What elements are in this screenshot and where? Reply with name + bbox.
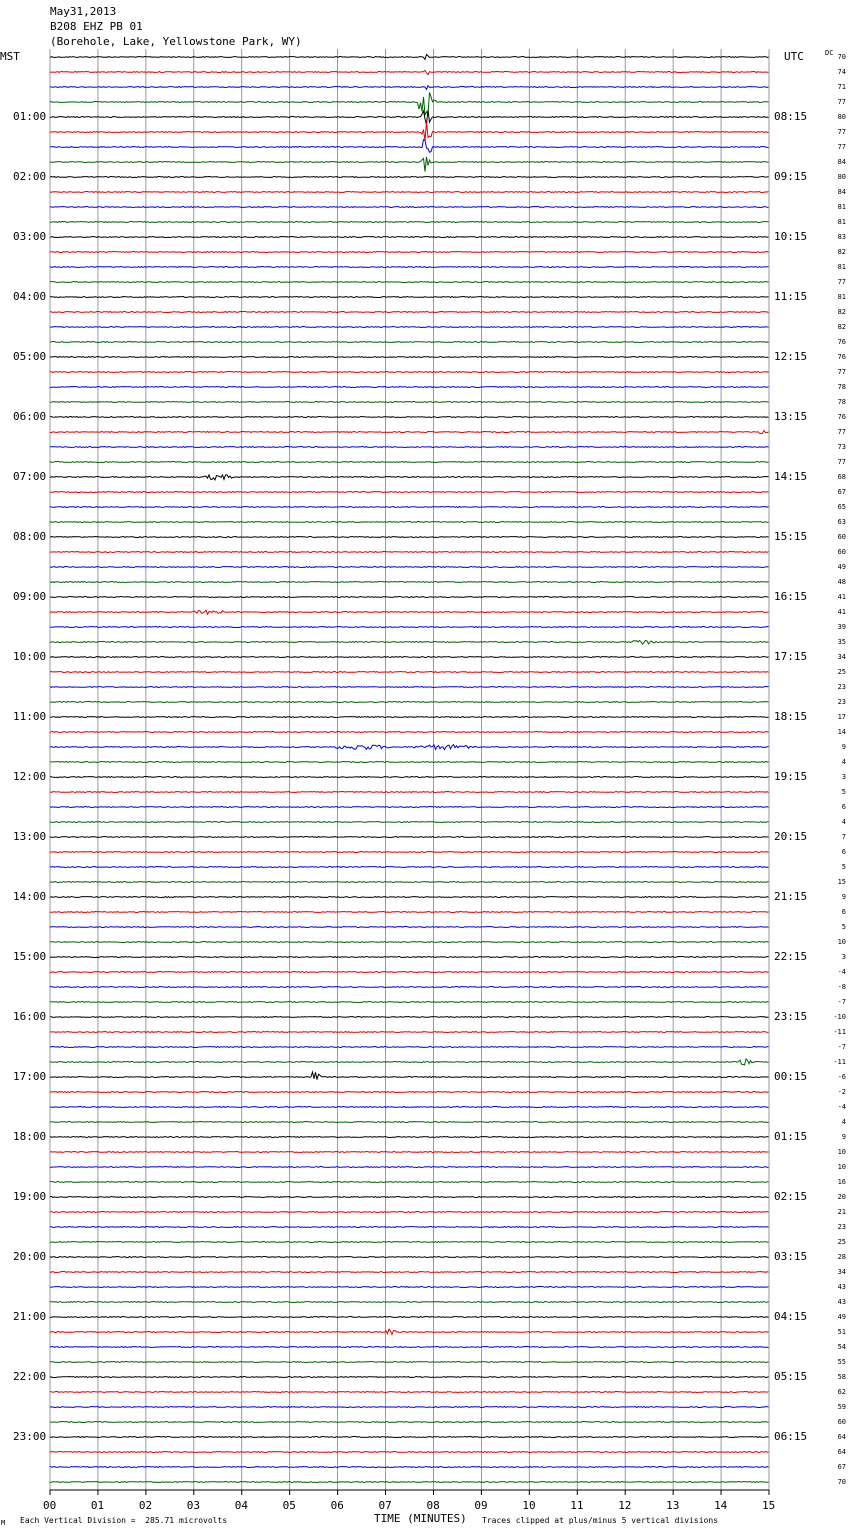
trace-line — [50, 567, 769, 568]
trace-line — [50, 297, 769, 298]
dc-offset-value: 81 — [837, 218, 846, 226]
x-tick-label: 05 — [282, 1499, 296, 1512]
left-hour-label: 22:00 — [13, 1370, 47, 1383]
dc-offset-value: 60 — [837, 1418, 846, 1426]
dc-offset-value: 14 — [837, 728, 846, 736]
left-hour-label: 07:00 — [13, 470, 47, 483]
left-hour-label: 09:00 — [13, 590, 47, 603]
right-hour-label: 04:15 — [774, 1310, 808, 1323]
dc-offset-value: 77 — [837, 143, 846, 151]
dc-offset-value: 62 — [837, 1388, 846, 1396]
trace-line — [50, 402, 769, 403]
dc-offset-value: 55 — [837, 1358, 846, 1366]
dc-offset-value: 59 — [837, 1403, 846, 1411]
right-hour-label: 06:15 — [774, 1430, 808, 1443]
trace-line — [50, 237, 769, 238]
x-tick-label: 11 — [570, 1499, 584, 1512]
dc-offset-value: 5 — [841, 923, 846, 931]
trace-line — [50, 475, 769, 480]
dc-offset-value: 81 — [837, 263, 846, 271]
left-hour-label: 03:00 — [13, 230, 47, 243]
trace-line — [50, 222, 769, 223]
dc-offset-value: 3 — [841, 953, 846, 961]
dc-offset-value: 81 — [837, 293, 846, 301]
trace-line — [50, 1152, 769, 1153]
left-timezone: MST — [0, 50, 20, 63]
trace-line — [50, 942, 769, 943]
dc-offset-value: 80 — [837, 173, 846, 181]
station-location: (Borehole, Lake, Yellowstone Park, WY) — [50, 35, 302, 48]
trace-line — [50, 807, 769, 808]
trace-line — [50, 1452, 769, 1453]
left-hour-label: 23:00 — [13, 1430, 47, 1443]
dc-offset-value: 60 — [837, 533, 846, 541]
x-axis-ticks — [50, 1490, 769, 1495]
right-hour-label: 18:15 — [774, 710, 808, 723]
trace-line — [50, 387, 769, 388]
station-code: B208 EHZ PB 01 — [50, 20, 143, 33]
dc-offset-value: 73 — [837, 443, 846, 451]
left-hour-label: 11:00 — [13, 710, 47, 723]
left-hour-label: 15:00 — [13, 950, 47, 963]
corner-mark: M — [1, 1519, 6, 1527]
trace-line — [50, 537, 769, 538]
right-hour-label: 22:15 — [774, 950, 808, 963]
dc-offset-value: 77 — [837, 128, 846, 136]
trace-line — [50, 1362, 769, 1363]
dc-offset-value: 6 — [841, 848, 846, 856]
dc-offset-value: 17 — [837, 713, 846, 721]
trace-line — [50, 92, 769, 115]
dc-offset-value: 9 — [841, 743, 846, 751]
dc-offset-value: 84 — [837, 158, 846, 166]
dc-offset-value: 80 — [837, 113, 846, 121]
right-hour-label: 08:15 — [774, 110, 808, 123]
trace-line — [50, 507, 769, 508]
trace-line — [50, 972, 769, 973]
trace-line — [50, 86, 769, 90]
dc-offset-value: 34 — [837, 1268, 846, 1276]
trace-line — [50, 1422, 769, 1423]
dc-offset-value: 64 — [837, 1448, 846, 1456]
dc-offset-value: 48 — [837, 578, 846, 586]
trace-line — [50, 1197, 769, 1198]
dc-offset-value: 23 — [837, 683, 846, 691]
dc-offset-value: 10 — [837, 1163, 846, 1171]
trace-line — [50, 1437, 769, 1438]
right-timezone: UTC — [784, 50, 804, 63]
x-tick-label: 02 — [138, 1499, 153, 1512]
trace-line — [50, 1072, 769, 1080]
dc-offset-value: 63 — [837, 518, 846, 526]
dc-offset-value: 83 — [837, 233, 846, 241]
trace-line — [50, 1032, 769, 1033]
dc-offset-value: 35 — [837, 638, 846, 646]
dc-offset-value: 3 — [841, 773, 846, 781]
right-hour-label: 16:15 — [774, 590, 808, 603]
dc-offset-value: -8 — [837, 983, 846, 991]
trace-line — [50, 1059, 769, 1065]
trace-line — [50, 1212, 769, 1213]
trace-line — [50, 207, 769, 208]
dc-offset-value: 65 — [837, 503, 846, 511]
dc-offset-value: -11 — [833, 1058, 846, 1066]
dc-offset-value: 20 — [837, 1193, 846, 1201]
trace-line — [50, 1482, 769, 1483]
x-tick-label: 01 — [90, 1499, 105, 1512]
trace-line — [50, 1182, 769, 1183]
right-hour-label: 11:15 — [774, 290, 808, 303]
trace-line — [50, 327, 769, 328]
dc-offset-value: 77 — [837, 278, 846, 286]
left-hour-label: 04:00 — [13, 290, 47, 303]
trace-line — [50, 837, 769, 838]
dc-offset-value: 9 — [841, 1133, 846, 1141]
trace-line — [50, 687, 769, 688]
x-tick-label: 14 — [714, 1499, 728, 1512]
x-tick-label: 15 — [762, 1499, 776, 1512]
x-tick-label: 09 — [474, 1499, 488, 1512]
dc-offset-value: 25 — [837, 668, 846, 676]
dc-offset-value: 23 — [837, 698, 846, 706]
plot-date: May31,2013 — [50, 5, 117, 18]
trace-line — [50, 1167, 769, 1168]
dc-offset-value: -4 — [837, 968, 846, 976]
trace-line — [50, 1272, 769, 1273]
dc-offset-value: 67 — [837, 1463, 846, 1471]
right-hour-label: 10:15 — [774, 230, 808, 243]
trace-line — [50, 717, 769, 718]
dc-offset-value: 49 — [837, 1313, 846, 1321]
right-hour-label: 20:15 — [774, 830, 808, 843]
x-tick-label: 12 — [618, 1499, 632, 1512]
dc-offset-value: -10 — [833, 1013, 846, 1021]
dc-offset-value: 21 — [837, 1208, 846, 1216]
trace-line — [50, 867, 769, 868]
dc-offset-value: 4 — [841, 758, 846, 766]
trace-line — [50, 110, 769, 125]
dc-offset-value: 77 — [837, 368, 846, 376]
trace-line — [50, 431, 769, 434]
minute-grid — [50, 49, 769, 1490]
dc-offset-value: 82 — [837, 308, 846, 316]
x-tick-label: 13 — [666, 1499, 680, 1512]
trace-line — [50, 1347, 769, 1348]
dc-offset-value: -11 — [833, 1028, 846, 1036]
dc-offset-value: -7 — [837, 1043, 846, 1051]
dc-offset-value: 70 — [837, 53, 846, 61]
trace-line — [50, 1302, 769, 1303]
left-hour-label: 14:00 — [13, 890, 47, 903]
trace-line — [50, 1467, 769, 1468]
right-hour-label: 23:15 — [774, 1010, 808, 1023]
trace-line — [50, 372, 769, 373]
dc-offset-value: 34 — [837, 653, 846, 661]
trace-line — [50, 357, 769, 358]
dc-offset-value: 49 — [837, 563, 846, 571]
trace-line — [50, 70, 769, 74]
dc-offset-value: -4 — [837, 1103, 846, 1111]
right-hour-label: 19:15 — [774, 770, 808, 783]
dc-offset-value: 54 — [837, 1343, 846, 1351]
trace-line — [50, 462, 769, 463]
dc-offset-value: -2 — [837, 1088, 846, 1096]
dc-offset-value: 58 — [837, 1373, 846, 1381]
x-tick-label: 06 — [330, 1499, 344, 1512]
trace-line — [50, 1407, 769, 1408]
trace-line — [50, 610, 769, 614]
dc-offset-value: 43 — [837, 1283, 846, 1291]
dc-offset-value: 81 — [837, 203, 846, 211]
trace-line — [50, 762, 769, 763]
right-hour-label: 14:15 — [774, 470, 808, 483]
trace-line — [50, 987, 769, 988]
left-hour-label: 17:00 — [13, 1070, 47, 1083]
dc-offset-value: 39 — [837, 623, 846, 631]
trace-line — [50, 822, 769, 823]
dc-offset-value: 4 — [841, 818, 846, 826]
dc-offset-value: 5 — [841, 863, 846, 871]
dc-offset-value: 76 — [837, 338, 846, 346]
dc-offset-value: 5 — [841, 788, 846, 796]
trace-line — [50, 417, 769, 418]
trace-line — [50, 492, 769, 493]
trace-line — [50, 1317, 769, 1318]
left-hour-label: 13:00 — [13, 830, 47, 843]
trace-line — [50, 745, 769, 750]
dc-offset-value: 23 — [837, 1223, 846, 1231]
right-hour-label: 15:15 — [774, 530, 808, 543]
right-hour-label: 02:15 — [774, 1190, 808, 1203]
dc-offset-value: 28 — [837, 1253, 846, 1261]
trace-line — [50, 552, 769, 553]
dc-offset-value: 67 — [837, 488, 846, 496]
dc-offset-value: 4 — [841, 1118, 846, 1126]
x-tick-label: 00 — [43, 1499, 57, 1512]
trace-line — [50, 792, 769, 793]
trace-line — [50, 282, 769, 283]
left-hour-label: 21:00 — [13, 1310, 47, 1323]
dc-offset-value: 43 — [837, 1298, 846, 1306]
trace-line — [50, 1329, 769, 1334]
dc-offset-value: 10 — [837, 1148, 846, 1156]
trace-line — [50, 1047, 769, 1048]
right-hour-label: 03:15 — [774, 1250, 808, 1263]
trace-line — [50, 897, 769, 898]
dc-offset-value: 76 — [837, 353, 846, 361]
dc-offset-value: 10 — [837, 938, 846, 946]
trace-line — [50, 852, 769, 853]
trace-line — [50, 641, 769, 645]
trace-line — [50, 1137, 769, 1138]
left-hour-label: 16:00 — [13, 1010, 47, 1023]
trace-line — [50, 957, 769, 958]
dc-offset-value: -7 — [837, 998, 846, 1006]
clip-note: Traces clipped at plus/minus 5 vertical divisions — [482, 1516, 719, 1525]
left-hour-label: 20:00 — [13, 1250, 47, 1263]
trace-line — [50, 927, 769, 928]
x-axis-title: TIME (MINUTES) — [374, 1512, 467, 1525]
left-hour-label: 05:00 — [13, 350, 47, 363]
trace-line — [50, 1092, 769, 1093]
dc-offset-value: 78 — [837, 398, 846, 406]
trace-line — [50, 522, 769, 523]
trace-line — [50, 597, 769, 598]
trace-line — [50, 1122, 769, 1123]
x-tick-label: 04 — [234, 1499, 248, 1512]
right-hour-label: 17:15 — [774, 650, 808, 663]
right-hour-label: 00:15 — [774, 1070, 808, 1083]
dc-offset-value: 51 — [837, 1328, 846, 1336]
trace-line — [50, 1017, 769, 1018]
dc-offset-value: 78 — [837, 383, 846, 391]
right-hour-label: 01:15 — [774, 1130, 808, 1143]
right-hour-label: 21:15 — [774, 890, 808, 903]
trace-line — [50, 657, 769, 658]
trace-line — [50, 1242, 769, 1243]
trace-line — [50, 54, 769, 59]
trace-line — [50, 1227, 769, 1228]
dc-offset-value: 16 — [837, 1178, 846, 1186]
dc-offset-value: 64 — [837, 1433, 846, 1441]
dc-offset-value: 74 — [837, 68, 846, 76]
dc-offset-value: 41 — [837, 608, 846, 616]
left-hour-label: 19:00 — [13, 1190, 47, 1203]
trace-line — [50, 312, 769, 313]
trace-line — [50, 342, 769, 343]
left-hour-label: 08:00 — [13, 530, 47, 543]
dc-offset-value: 25 — [837, 1238, 846, 1246]
dc-offset-value: 84 — [837, 188, 846, 196]
right-hour-label: 12:15 — [774, 350, 808, 363]
trace-line — [50, 122, 769, 141]
trace-line — [50, 252, 769, 253]
x-tick-label: 10 — [522, 1499, 536, 1512]
dc-offset-value: 70 — [837, 1478, 846, 1486]
dc-offset-value: 77 — [837, 458, 846, 466]
x-tick-label: 07 — [378, 1499, 392, 1512]
trace-line — [50, 1287, 769, 1288]
right-hour-label: 09:15 — [774, 170, 808, 183]
trace-line — [50, 912, 769, 913]
trace-line — [50, 1002, 769, 1003]
right-hour-label: 13:15 — [774, 410, 808, 423]
trace-line — [50, 1107, 769, 1108]
left-hour-label: 10:00 — [13, 650, 47, 663]
dc-offset-value: 41 — [837, 593, 846, 601]
left-hour-label: 01:00 — [13, 110, 47, 123]
trace-line — [50, 882, 769, 883]
trace-line — [50, 582, 769, 583]
dc-offset-value: 6 — [841, 908, 846, 916]
trace-line — [50, 1392, 769, 1393]
left-hour-label: 02:00 — [13, 170, 47, 183]
dc-offset-header: DC — [825, 49, 834, 57]
dc-offset-value: 6 — [841, 803, 846, 811]
dc-offset-value: 82 — [837, 323, 846, 331]
trace-line — [50, 627, 769, 628]
trace-line — [50, 140, 769, 153]
dc-offset-value: 7 — [841, 833, 846, 841]
trace-line — [50, 1257, 769, 1258]
dc-offset-value: 60 — [837, 548, 846, 556]
dc-offset-value: 15 — [837, 878, 846, 886]
trace-line — [50, 157, 769, 172]
trace-line — [50, 447, 769, 448]
trace-line — [50, 192, 769, 193]
dc-offset-value: 82 — [837, 248, 846, 256]
left-hour-label: 06:00 — [13, 410, 47, 423]
dc-offset-value: 68 — [837, 473, 846, 481]
dc-offset-value: 76 — [837, 413, 846, 421]
trace-line — [50, 1377, 769, 1378]
trace-line — [50, 732, 769, 733]
left-hour-label: 18:00 — [13, 1130, 47, 1143]
trace-line — [50, 702, 769, 703]
dc-offset-value: 9 — [841, 893, 846, 901]
seismic-traces — [50, 54, 769, 1482]
x-tick-label: 03 — [186, 1499, 201, 1512]
trace-line — [50, 177, 769, 178]
dc-offset-value: -6 — [837, 1073, 846, 1081]
dc-offset-value: 71 — [837, 83, 846, 91]
right-hour-label: 05:15 — [774, 1370, 808, 1383]
dc-offset-value: 77 — [837, 428, 846, 436]
trace-line — [50, 267, 769, 268]
left-hour-label: 12:00 — [13, 770, 47, 783]
dc-offset-value: 77 — [837, 98, 846, 106]
trace-line — [50, 777, 769, 778]
vertical-scale-note: Each Vertical Division = 285.71 microvolts — [20, 1516, 228, 1525]
x-tick-label: 08 — [426, 1499, 440, 1512]
trace-line — [50, 672, 769, 673]
